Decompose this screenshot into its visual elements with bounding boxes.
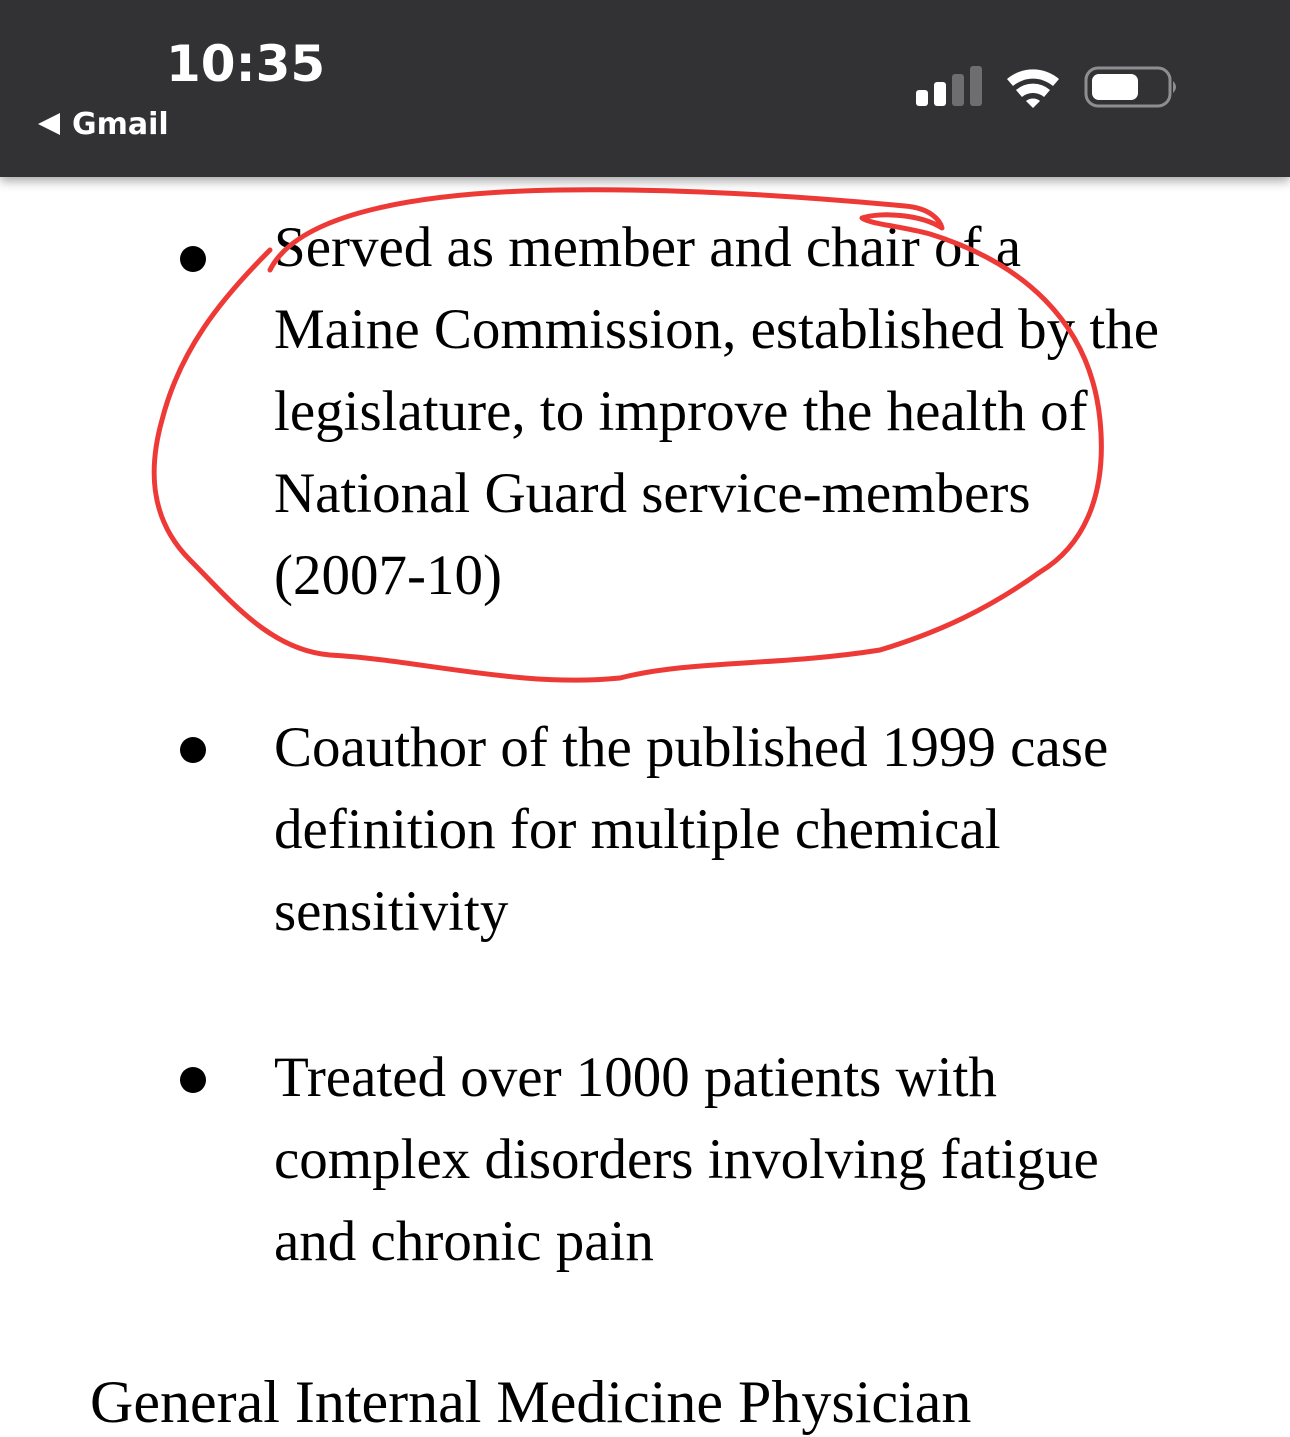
- text-line: legislature, to improve the health of: [274, 380, 1088, 443]
- status-icons: [910, 62, 1190, 112]
- text-line: (2007-10): [274, 544, 502, 607]
- back-arrow-icon: [38, 113, 60, 135]
- cellular-signal-icon: [916, 66, 982, 106]
- bullet-icon: [180, 737, 206, 763]
- text-line: and chronic pain: [274, 1210, 654, 1273]
- text-line: definition for multiple chemical: [274, 798, 1001, 861]
- bullet-text: [274, 1037, 1234, 1283]
- text-line: National Guard service-members: [274, 462, 1031, 525]
- status-time: 10:35: [166, 35, 326, 93]
- bullet-text: [274, 707, 1234, 953]
- text-line: Maine Commission, established by the: [274, 298, 1160, 361]
- back-app-label: Gmail: [72, 106, 169, 142]
- section-heading: General Internal Medicine Physician: [90, 1369, 972, 1435]
- text-line: Coauthor of the published 1999 case: [274, 716, 1109, 779]
- text-line: complex disorders involving fatigue: [274, 1128, 1099, 1191]
- wifi-icon: [1007, 69, 1059, 108]
- status-bar: [0, 0, 1290, 177]
- back-to-gmail-button[interactable]: [38, 104, 169, 144]
- document-body: [0, 177, 1290, 1435]
- battery-icon: [1086, 68, 1176, 106]
- bullet-icon: [180, 1067, 206, 1093]
- bullet-text: [274, 207, 1234, 617]
- text-line: Served as member and chair of a: [274, 216, 1022, 279]
- text-line: sensitivity: [274, 880, 509, 943]
- bullet-icon: [180, 246, 206, 272]
- text-line: Treated over 1000 patients with: [274, 1046, 997, 1109]
